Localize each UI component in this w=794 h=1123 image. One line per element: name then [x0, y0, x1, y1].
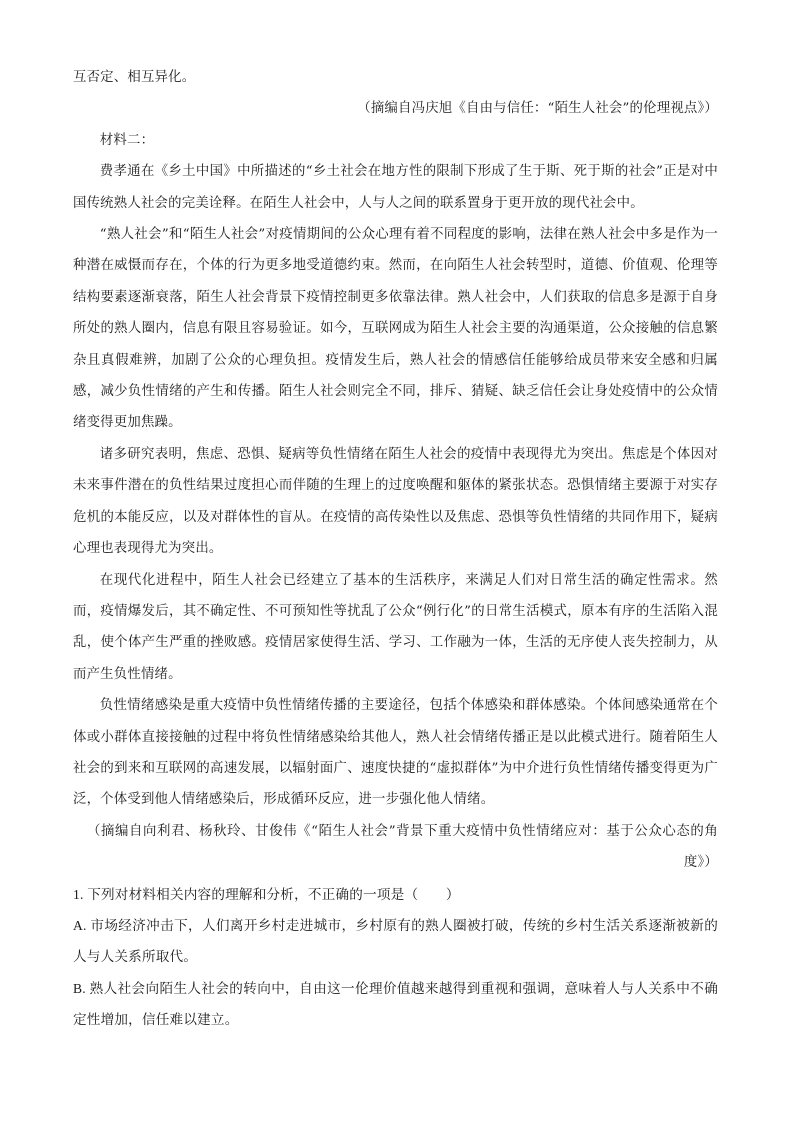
question-1-stem: 1. 下列对材料相关内容的理解和分析，不正确的一项是（ ）	[73, 886, 460, 902]
question-1-option-b: B. 熟人社会向陌生人社会的转向中，自由这一伦理价值越来越得到重视和强调，意味着人与人关系中不确定性增加，信任难以建立。	[73, 980, 718, 1028]
exam-page	[73, 62, 718, 1036]
question-1-option-a: A. 市场经济冲击下，人们离开乡村走进城市，乡村原有的熟人圈被打破，传统的乡村生活关系逐渐被新的人与人关系所取代。	[73, 917, 718, 965]
source-citation-1: （摘编自冯庆旭《自由与信任：“陌生人社会”的伦理视点》）	[357, 101, 718, 117]
paragraph-2: “熟人社会”和“陌生人社会”对疫情期间的公众心理有着不同程度的影响，法律在熟人社会中多是作为一种潜在威慑而存在，个体的行为更多地受道德约束。然而，在向陌生人社会转型时，道德、价值观、伦理等结构要素逐渐衰落，陌生人社会背景下疫情控制更多依靠法律。熟人社会中，人们获取的信息多是源于自身所处的熟人圈内，信息有限且容易验证。如今，互联网成为陌生人社会主要的沟通渠道，公众接触的信息繁杂且真假难辨，加剧了公众的心理负担。疫情发生后，熟人社会的情感信任能够给成员带来安全感和归属感，减少负性情绪的产生和传播。陌生人社会则完全不同，排斥、猜疑、缺乏信任会让身处疫情中的公众情绪变得更加焦躁。	[73, 227, 718, 431]
paragraph-5: 负性情绪感染是重大疫情中负性情绪传播的主要途径，包括个体感染和群体感染。个体间感染通常在个体或小群体直接接触的过程中将负性情绪感染给其他人，熟人社会情绪传播正是以此模式进行。随着陌生人社会的到来和互联网的高速发展，以辐射面广、速度快捷的“虚拟群体”为中介进行负性情绪传播变得更为广泛，个体受到他人情绪感染后，形成循环反应，进一步强化他人情绪。	[73, 698, 718, 808]
paragraph-continuation: 互否定、相互异化。	[73, 70, 196, 85]
source-citation-2: （摘编自向利君、杨秋玲、甘俊伟《“陌生人社会”背景下重大疫情中负性情绪应对：基于公众心态的角度》）	[87, 823, 718, 871]
material-two-heading: 材料二：	[99, 132, 155, 148]
paragraph-4: 在现代化进程中，陌生人社会已经建立了基本的生活秩序，来满足人们对日常生活的确定性需求。然而，疫情爆发后，其不确定性、不可预知性等扰乱了公众“例行化”的日常生活模式，原本有序的生活陷入混乱，使个体产生严重的挫败感。疫情居家使得生活、学习、工作融为一体，生活的无序使人丧失控制力，从而产生负性情绪。	[73, 572, 718, 682]
paragraph-3: 诸多研究表明，焦虑、恐惧、疑病等负性情绪在陌生人社会的疫情中表现得尤为突出。焦虑是个体因对未来事件潜在的负性结果过度担心而伴随的生理上的过度唤醒和躯体的紧张状态。恐惧情绪主要源于对实存危机的本能反应，以及对群体性的盲从。在疫情的高传染性以及焦虑、恐惧等负性情绪的共同作用下，疑病心理也表现得尤为突出。	[73, 446, 718, 557]
paragraph-1: 费孝通在《乡土中国》中所描述的“乡土社会在地方性的限制下形成了生于斯、死于斯的社会”正是对中国传统熟人社会的完美诠释。在陌生人社会中，人与人之间的联系置身于更开放的现代社会中。	[73, 164, 718, 211]
